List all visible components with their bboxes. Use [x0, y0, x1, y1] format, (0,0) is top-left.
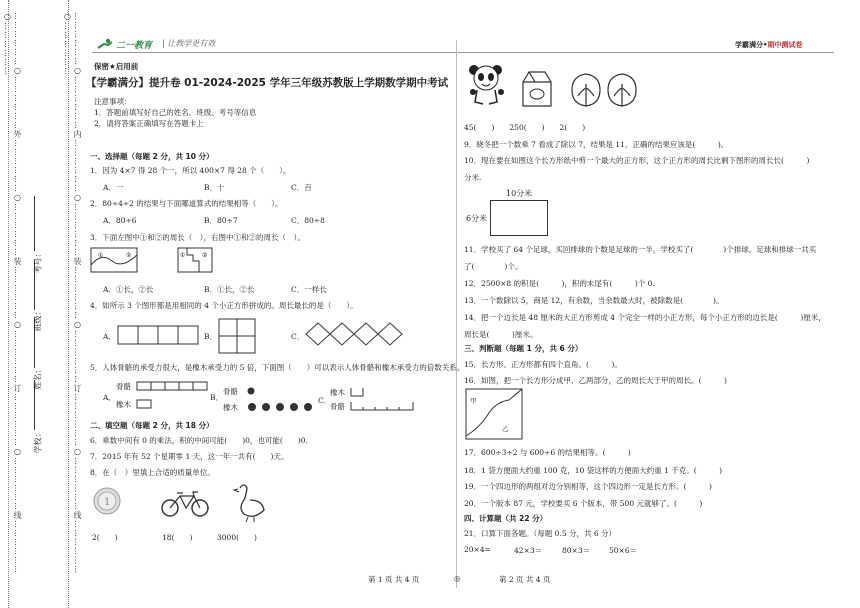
- q10-cont: 分米.: [464, 173, 482, 182]
- q4-option-a[interactable]: A．: [103, 332, 116, 341]
- q5a-oak-bar: [136, 399, 152, 409]
- section-fill: 二、填空题（每题 2 分，共 18 分）: [90, 421, 214, 430]
- q5c-bone-label: 骨骼: [330, 402, 345, 411]
- page-title: 【学霸满分】提升卷 01-2024-2025 学年三年级苏教版上学期数学期中考试: [86, 77, 449, 89]
- fig10-top-label: 10分米: [506, 189, 533, 198]
- q16: 16．如图，把一个长方形分成甲、乙两部分，乙的周长大于甲的周长。( ): [464, 376, 727, 385]
- class-label: 班级：: [33, 307, 43, 332]
- q1-option-b[interactable]: B．十: [204, 183, 225, 192]
- footer-page-2: 第 2 页 共 4 页: [499, 575, 551, 584]
- q3-option-c[interactable]: C．一样长: [291, 285, 327, 294]
- q5: 5．人体骨骼的承受力很大，是橡木承受力的 5 倍，下面图（ ）可以表示人体骨骼和橡木承受力的倍数关系。: [90, 363, 465, 372]
- q5-option-c[interactable]: C．: [318, 396, 332, 405]
- header-rule: [92, 52, 834, 53]
- fig10-rectangle: [490, 200, 548, 236]
- logo: [96, 38, 114, 52]
- q10: 10．现在要在如图这个长方形纸中剪一个最大的正方形，这个正方形的周长比剩下图形的周长长( ): [464, 156, 810, 165]
- q4: 4．如所示 3 个图形都是用相同的 4 个小正方形拼成的。周长最长的是（ ）。: [90, 301, 358, 310]
- calc-3: 80×3＝: [562, 546, 591, 555]
- svg-text:①: ①: [180, 252, 186, 259]
- footer-mid-mark: ◎: [454, 574, 461, 583]
- school-label: 学校：: [33, 429, 43, 454]
- cabbage-image-2: [604, 70, 640, 108]
- q14-cont: 周长是( )厘米。: [464, 330, 538, 339]
- exam-no-blank[interactable]: [34, 196, 35, 251]
- q19: 19．一个四边形的两组对边分别相等，这个四边形一定是长方形。( ): [464, 482, 712, 491]
- notice-1: 1．答题前填写好自己的姓名、班级、考号等信息: [94, 108, 257, 117]
- q7: 7．2015 年有 52 个星期零 1 天，这一年一共有( )天。: [90, 452, 289, 461]
- column-divider: [456, 40, 457, 588]
- q4-figure-b: [218, 318, 256, 354]
- notice-title: 注意事项：: [94, 97, 132, 106]
- fig10-left-label: 6分米: [466, 214, 488, 223]
- panda-image: [465, 62, 507, 108]
- q2: 2．80÷4÷2 的结果与下面哪道算式的结果相等（ ）。: [90, 199, 283, 208]
- q18: 18．1 袋方便面大约重 100 克，10 袋这样的方便面大约重 1 千克。( ): [464, 466, 723, 475]
- notice-2: 2．请将答案正确填写在答题卡上: [94, 119, 204, 128]
- svg-text:②: ②: [126, 252, 132, 259]
- cabbage-image-1: [568, 70, 604, 108]
- runner-logo-icon: [96, 38, 114, 50]
- q8-blank-goose[interactable]: 3000( ): [217, 533, 257, 542]
- q2-option-a[interactable]: A．80÷6: [103, 216, 137, 225]
- q12: 12．2500×8 的积是( )，积的末尾有( )个 0.: [464, 279, 655, 288]
- q3-left-figure: [90, 247, 138, 273]
- q8-blank-coin[interactable]: 2( ): [92, 533, 118, 542]
- q5-option-b[interactable]: B．: [210, 393, 224, 402]
- q5c-oak-bar: [350, 387, 364, 397]
- logo-text: 二一教育: [116, 41, 153, 51]
- q5b-oak-dots: [246, 401, 316, 413]
- section-choice: 一、选择题（每题 2 分，共 10 分）: [90, 152, 214, 161]
- q8: 8．在（ ）里填上合适的质量单位。: [90, 468, 215, 477]
- coin-image: [92, 485, 122, 517]
- q5b-oak-label: 橡木: [223, 403, 238, 412]
- q3: 3．下面左图中①和②的周长（ ），右图中①和②的周长（ ）。: [90, 233, 305, 242]
- q13: 13．一个数除以 5，商是 12，有余数，当余数最大时，被除数是( )。: [464, 296, 724, 305]
- q14: 14．把一个边长是 48 厘米的大正方形剪成 4 个完全一样的小正方形，每个小正方形的边长是( )厘米，: [464, 313, 826, 322]
- q3-option-b[interactable]: B．①长，②长: [204, 285, 255, 294]
- exam-no-label: 考号：: [33, 249, 43, 274]
- q6: 6．乘数中间有 0 的乘法，积的中间可能( )0，也可能( )0.: [90, 436, 308, 445]
- q5b-bone-label: 骨骼: [223, 387, 238, 396]
- q1-option-a[interactable]: A．一: [103, 183, 124, 192]
- q5-option-a[interactable]: A．: [103, 393, 116, 402]
- section-judge: 三、判断题（每题 1 分，共 6 分）: [464, 344, 583, 353]
- slogan: | 让教学更有效: [162, 39, 216, 48]
- name-label: 姓名：: [33, 365, 43, 390]
- secret-mark: 保密★启用前: [94, 62, 139, 71]
- svg-text:①: ①: [98, 252, 104, 259]
- calc-4: 50×6＝: [609, 546, 638, 555]
- q1: 1．因为 4×7 得 28 个一，所以 400×7 得 28 个（ ）。: [90, 166, 291, 175]
- q5a-oak-label: 橡木: [116, 400, 131, 409]
- milk-carton-image: [519, 70, 555, 108]
- q21: 21．口算下面各题。（每题 0.5 分，共 6 分）: [464, 529, 617, 538]
- q2-option-b[interactable]: B．80÷7: [204, 216, 238, 225]
- q5c-oak-label: 橡木: [330, 388, 345, 397]
- q5c-bone-bar: [350, 401, 414, 411]
- q15: 15．长方形、正方形都有四个直角。( )。: [464, 360, 622, 369]
- q4-figure-c: [305, 322, 415, 346]
- q5a-bone-label: 骨骼: [116, 382, 131, 391]
- footer-page-1: 第 1 页 共 4 页: [368, 575, 420, 584]
- yi-label: 乙: [502, 425, 509, 433]
- goose-image: [232, 482, 270, 524]
- binding-margin: [0, 0, 82, 608]
- cut-line-outer-text: ………………○………………外………………○………………装………………○………………订………………○………………线………………○………………: [3, 12, 22, 574]
- q8-blanks-continued[interactable]: 45( ) 250( ) 2( ): [464, 123, 586, 132]
- q4-option-b[interactable]: B．: [204, 332, 218, 341]
- q11: 11．学校买了 64 个足球，买回排球的个数是足球的一半，学校买了( )个排球。足球和排球一共买: [464, 245, 817, 254]
- svg-text:1: 1: [104, 497, 111, 508]
- calc-1: 20×4=: [464, 545, 491, 554]
- cut-line-inner-text: ………………○………………内………………○………………装………………○………………订………………○………………线………………○………………: [63, 12, 82, 574]
- q5a-bone-bar: [136, 381, 208, 391]
- q2-option-c[interactable]: C．80÷8: [291, 216, 325, 225]
- section-calc: 四、计算题（共 22 分）: [464, 514, 548, 523]
- bicycle-image: [160, 490, 210, 518]
- q3-option-a[interactable]: A．①长，②长: [103, 285, 154, 294]
- jia-label: 甲: [470, 397, 477, 405]
- header-right-suffix: 期中测试卷: [767, 41, 803, 49]
- q3-right-figure: [177, 247, 213, 273]
- q4-figure-a: [117, 325, 199, 345]
- q8-blank-bicycle[interactable]: 18( ): [162, 533, 193, 542]
- q20: 20．一个版本 87 元，学校要买 6 个版本，带 500 元就够了。( ): [464, 499, 703, 508]
- q17: 17．600÷3÷2 与 600÷6 的结果相等。( ): [464, 448, 631, 457]
- header-right-prefix: 学霸满分•: [735, 41, 768, 49]
- slogan-text: 让教学更有效: [167, 39, 216, 48]
- q9: 9．晓冬把一个数乘 7 看成了除以 7，结果是 11，正确的结果应该是( )。: [464, 140, 729, 149]
- header-right: [735, 40, 802, 50]
- q5b-bone-dot: [246, 386, 256, 396]
- q4-option-c[interactable]: C．: [291, 332, 305, 341]
- q1-option-c[interactable]: C．百: [291, 183, 312, 192]
- q11-cont: 了( )个。: [464, 262, 523, 271]
- calc-2: 42×3＝: [514, 546, 543, 555]
- svg-text:②: ②: [202, 252, 208, 259]
